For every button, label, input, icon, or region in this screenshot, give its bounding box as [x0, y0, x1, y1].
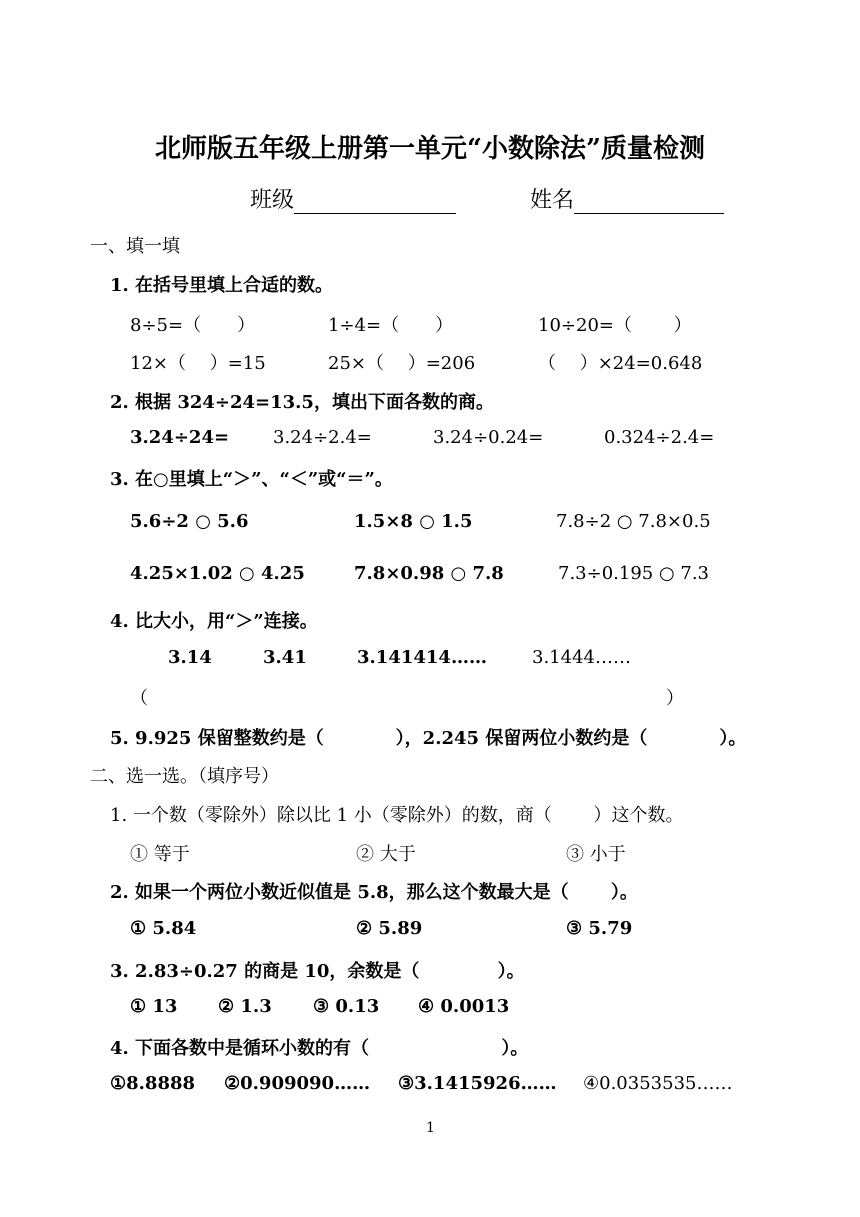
page-number: 1: [426, 1120, 435, 1136]
q2-4-text: 4. 下面各数中是循环小数的有（ ）。: [110, 1038, 529, 1059]
name-label: 姓名: [530, 188, 575, 213]
section-2-heading: 二、选一选。（填序号）: [90, 766, 279, 787]
q2-2-option: ③ 5.79: [566, 918, 633, 939]
name-blank: [574, 191, 724, 214]
q1-1-item: 12×（ ）=15: [130, 353, 266, 374]
q2-3-option: ④ 0.0013: [418, 996, 510, 1017]
q1-3-item: 7.8×0.98 ○ 7.8: [354, 563, 504, 584]
q2-3-option: ① 13: [130, 996, 178, 1017]
q1-4-answer-close: ）: [666, 688, 684, 709]
q1-2-item: 3.24÷2.4=: [273, 427, 372, 448]
page-title: 北师版五年级上册第一单元“小数除法”质量检测: [155, 134, 705, 164]
class-label: 班级: [250, 188, 295, 213]
q2-1-option: ① 等于: [130, 844, 190, 865]
q2-4-option: ③3.1415926……: [398, 1073, 557, 1094]
q1-2-item: 3.24÷0.24=: [433, 427, 544, 448]
q2-2-option: ① 5.84: [130, 918, 197, 939]
class-field: [250, 183, 456, 214]
q1-5-text: 5. 9.925 保留整数约是（ ），2.245 保留两位小数约是（ ）。: [110, 728, 747, 749]
q1-1-item: 8÷5=（ ）: [130, 315, 256, 336]
q1-2-text: 2. 根据 324÷24=13.5，填出下面各数的商。: [110, 392, 494, 413]
q1-4-item: 3.141414……: [357, 647, 487, 668]
q1-3-item: 7.3÷0.195 ○ 7.3: [558, 563, 710, 584]
q1-1-text: 1. 在括号里填上合适的数。: [110, 275, 334, 296]
q2-4-option: ④0.0353535……: [583, 1073, 733, 1094]
q1-3-item: 4.25×1.02 ○ 4.25: [130, 563, 305, 584]
q1-4-item: 3.1444……: [532, 647, 631, 668]
q2-2-option: ② 5.89: [356, 918, 423, 939]
q2-1-option: ② 大于: [356, 844, 416, 865]
q1-1-item: 25×（ ）=206: [328, 353, 476, 374]
q2-3-text: 3. 2.83÷0.27 的商是 10，余数是（ ）。: [110, 961, 525, 982]
q1-4-text: 4. 比大小，用“＞”连接。: [110, 611, 318, 632]
q1-1-item: （ ）×24=0.648: [538, 353, 703, 374]
q2-3-option: ③ 0.13: [313, 996, 380, 1017]
q1-4-item: 3.14: [168, 647, 212, 668]
q1-4-item: 3.41: [263, 647, 307, 668]
q1-2-item: 3.24÷24=: [130, 427, 230, 448]
q1-3-item: 5.6÷2 ○ 5.6: [130, 511, 249, 532]
section-1-heading: 一、填一填: [90, 236, 180, 257]
q1-2-item: 0.324÷2.4=: [604, 427, 715, 448]
q2-4-option: ①8.8888: [110, 1073, 196, 1094]
q2-2-text: 2. 如果一个两位小数近似值是 5.8，那么这个数最大是（ ）。: [110, 882, 638, 903]
q1-3-text: 3. 在○里填上“＞”、“＜”或“＝”。: [110, 469, 393, 490]
q2-3-option: ② 1.3: [218, 996, 272, 1017]
class-blank: [294, 191, 456, 214]
q1-3-item: 1.5×8 ○ 1.5: [354, 511, 473, 532]
q2-4-option: ②0.909090……: [224, 1073, 371, 1094]
q1-1-item: 10÷20=（ ）: [538, 315, 692, 336]
q2-1-option: ③ 小于: [566, 844, 626, 865]
q1-1-item: 1÷4=（ ）: [328, 315, 454, 336]
q1-4-answer-open: （: [130, 688, 148, 709]
name-field: [530, 183, 724, 214]
q2-1-text: 1. 一个数（零除外）除以比 1 小（零除外）的数，商（ ）这个数。: [110, 805, 684, 826]
q1-3-item: 7.8÷2 ○ 7.8×0.5: [556, 511, 711, 532]
